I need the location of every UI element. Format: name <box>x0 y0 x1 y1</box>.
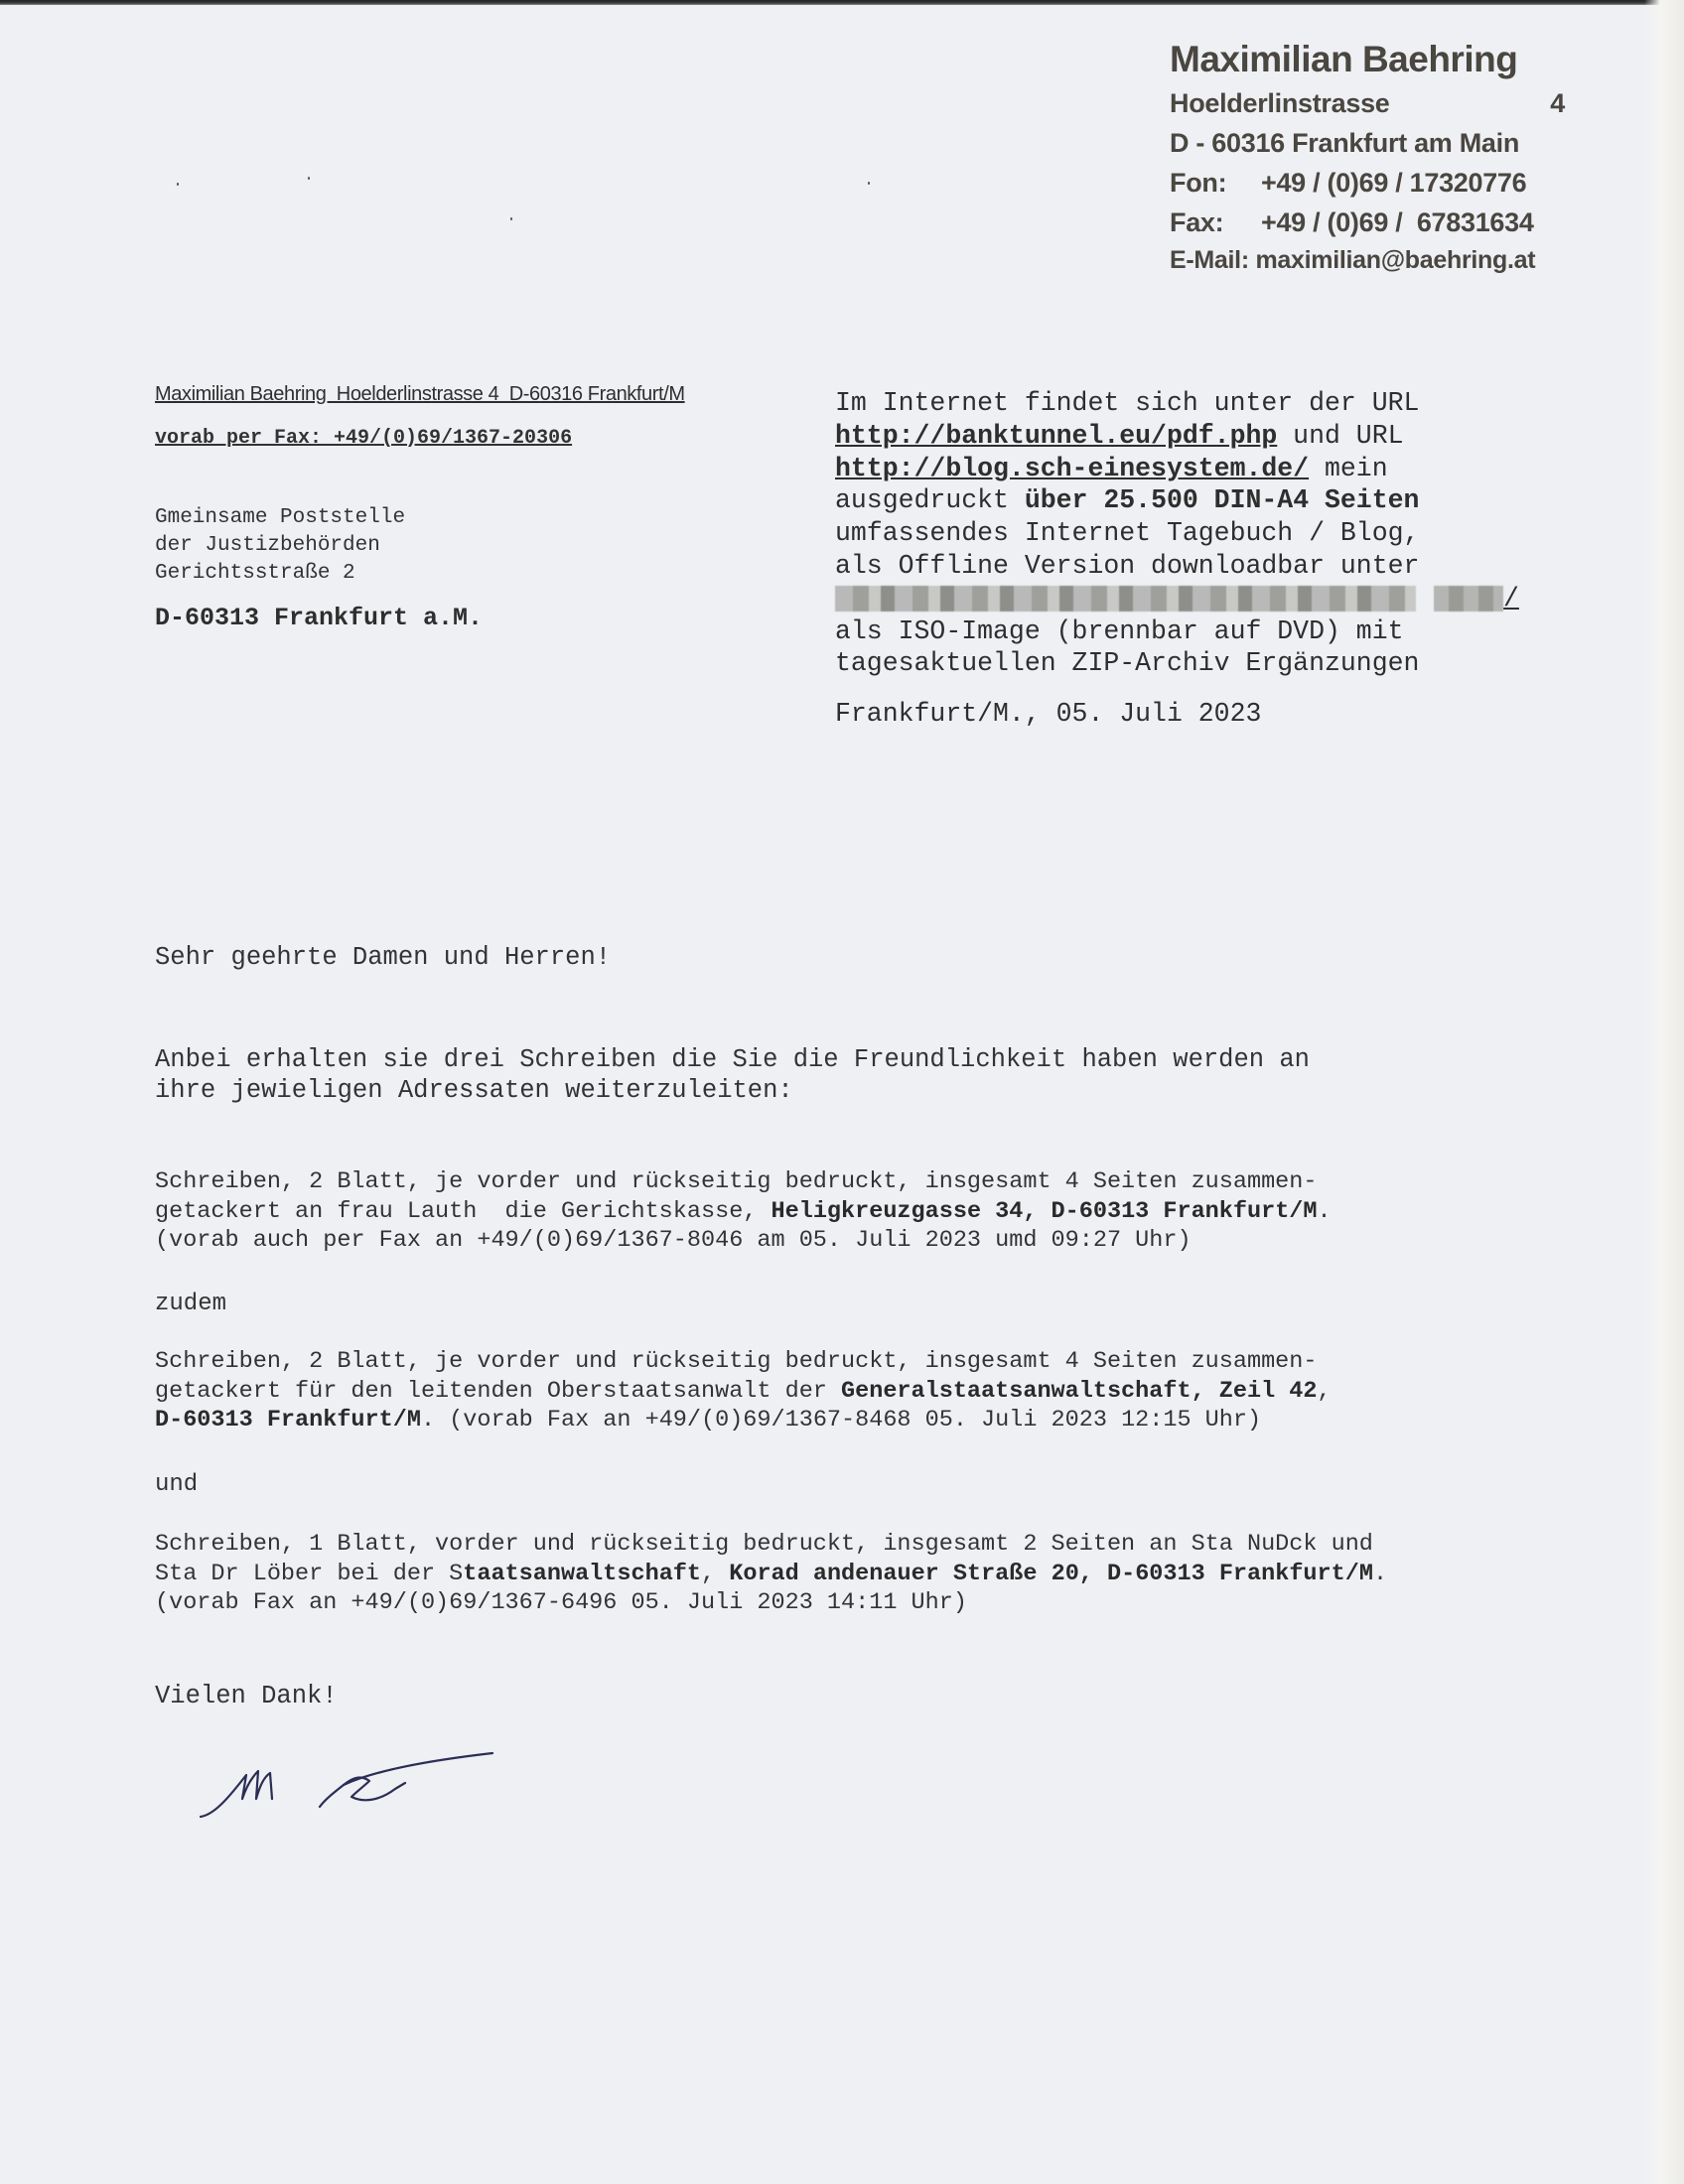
item-line: Schreiben, 1 Blatt, vorder und rückseitig bedruckt, insgesamt 2 Seiten an Sta NuDck und <box>155 1531 1373 1558</box>
sender-email: E-Mail: maximilian@baehring.at <box>1170 246 1536 274</box>
recipient-city: D-60313 Frankfurt a.M. <box>155 604 484 632</box>
fax-label: Fax: <box>1170 207 1224 237</box>
blurred-url <box>835 583 1519 615</box>
info-line: tagesaktuellen ZIP-Archiv Ergänzungen <box>835 648 1420 679</box>
item-address: Korad andenauer Straße 20, D-60313 Frankfurt/M <box>729 1560 1373 1587</box>
letter-date: Frankfurt/M., 05. Juli 2023 <box>835 699 1262 729</box>
item-line <box>155 1560 1387 1589</box>
item-line: Schreiben, 2 Blatt, je vorder und rückseitig bedruckt, insgesamt 4 Seiten zusammen- <box>155 1348 1318 1375</box>
scan-speck <box>868 182 870 185</box>
info-line: als Offline Version downloadbar unter <box>835 550 1420 581</box>
item-line: Schreiben, 2 Blatt, je vorder und rückseitig bedruckt, insgesamt 4 Seiten zusammen- <box>155 1168 1318 1195</box>
info-line: Im Internet findet sich unter der URL <box>835 388 1420 418</box>
item-text: . (vorab Fax an +49/(0)69/1367-8468 05. Juli 2023 12:15 Uhr) <box>420 1407 1262 1433</box>
recipient-line: Gerichtsstraße 2 <box>155 562 355 585</box>
info-line <box>835 453 1490 485</box>
fax-notice: vorab per Fax: +49/(0)69/1367-20306 <box>155 427 573 450</box>
closing: Vielen Dank! <box>155 1682 338 1710</box>
sender-phone: +49 / (0)69 / 17320776 <box>1261 168 1527 198</box>
enclosure-item <box>155 1347 1332 1435</box>
sender-house-number: 4 <box>1550 88 1565 118</box>
sender-phone-line <box>1170 163 1567 203</box>
item-text: . <box>1317 1197 1332 1225</box>
handwritten-signature <box>195 1737 512 1827</box>
enclosure-item <box>155 1167 1332 1256</box>
url-link[interactable]: http://blog.sch-einesystem.de/ <box>835 453 1310 483</box>
signature-stroke <box>201 1771 272 1817</box>
info-text: mein <box>1309 453 1388 483</box>
sender-city: D - 60316 Frankfurt am Main <box>1170 128 1520 158</box>
url-suffix: / <box>1503 583 1519 614</box>
phone-label: Fon: <box>1170 168 1227 198</box>
item-address: Heligkreuzgasse 34, D-60313 Frankfurt/M <box>771 1197 1318 1225</box>
info-line: als ISO-Image (brennbar auf DVD) mit <box>835 615 1404 646</box>
redacted-url-block <box>835 586 1416 612</box>
info-line: umfassendes Internet Tagebuch / Blog, <box>835 518 1420 549</box>
info-block <box>835 387 1519 680</box>
signature-stroke <box>344 1753 492 1785</box>
item-text: Sta Dr Löber bei der S <box>155 1560 464 1587</box>
page-count-highlight: über 25.500 DIN-A4 Seiten <box>1024 485 1420 516</box>
item-line <box>155 1406 1332 1435</box>
item-text: getackert an frau Lauth die Gerichtskasse, <box>155 1197 772 1225</box>
item-address: Generalstaatsanwaltschaft, Zeil 42 <box>841 1377 1318 1405</box>
connector-zudem: zudem <box>155 1291 227 1317</box>
item-line <box>155 1377 1332 1407</box>
scan-speck <box>510 217 512 220</box>
info-text: und URL <box>1277 420 1404 451</box>
item-address: D-60313 Frankfurt/M <box>155 1407 421 1433</box>
scan-right-edge <box>1644 0 1684 2184</box>
info-text: ausgedruckt <box>835 485 1025 516</box>
intro-line: Anbei erhalten sie drei Schreiben die Sie die Freundlichkeit haben werden an <box>155 1045 1310 1074</box>
intro-paragraph <box>155 1044 1310 1106</box>
item-line: (vorab auch per Fax an +49/(0)69/1367-8046 am 05. Juli 2023 umd 09:27 Uhr) <box>155 1227 1192 1254</box>
sender-fax: +49 / (0)69 / 67831634 <box>1261 207 1534 237</box>
scan-speck <box>177 183 179 186</box>
return-address: Maximilian Baehring Hoelderlinstrasse 4 D-60316 Frankfurt/M <box>155 383 685 405</box>
item-line <box>155 1197 1332 1227</box>
connector-und: und <box>155 1471 199 1498</box>
intro-line: ihre jewieligen Adressaten weiterzuleiten: <box>155 1076 793 1105</box>
recipient-line: der Justizbehörden <box>155 534 380 557</box>
item-text: getackert für den leitenden Oberstaatsanwalt der <box>155 1377 842 1405</box>
salutation: Sehr geehrte Damen und Herren! <box>155 943 612 972</box>
item-text: , <box>701 1560 730 1587</box>
redacted-url-block <box>1434 586 1503 612</box>
sender-fax-line <box>1170 203 1567 242</box>
sender-name: Maximilian Baehring <box>1170 39 1518 79</box>
enclosure-item <box>155 1530 1387 1618</box>
sender-street: Hoelderlinstrasse <box>1170 88 1390 118</box>
scan-speck <box>308 177 310 180</box>
signature-stroke <box>320 1778 405 1807</box>
recipient-line: Gmeinsame Poststelle <box>155 506 406 529</box>
item-text: . <box>1372 1560 1388 1587</box>
item-text: , <box>1317 1377 1332 1405</box>
letterhead <box>1170 36 1567 278</box>
scan-top-edge <box>0 0 1684 5</box>
info-line <box>835 420 1490 453</box>
item-line: (vorab Fax an +49/(0)69/1367-6496 05. Juli 2023 14:11 Uhr) <box>155 1589 967 1616</box>
item-address: taatsanwaltschaft <box>463 1560 702 1587</box>
url-link[interactable]: http://banktunnel.eu/pdf.php <box>835 420 1278 451</box>
info-line <box>835 484 1490 517</box>
recipient-address <box>155 504 405 588</box>
sender-street-line <box>1170 83 1565 123</box>
